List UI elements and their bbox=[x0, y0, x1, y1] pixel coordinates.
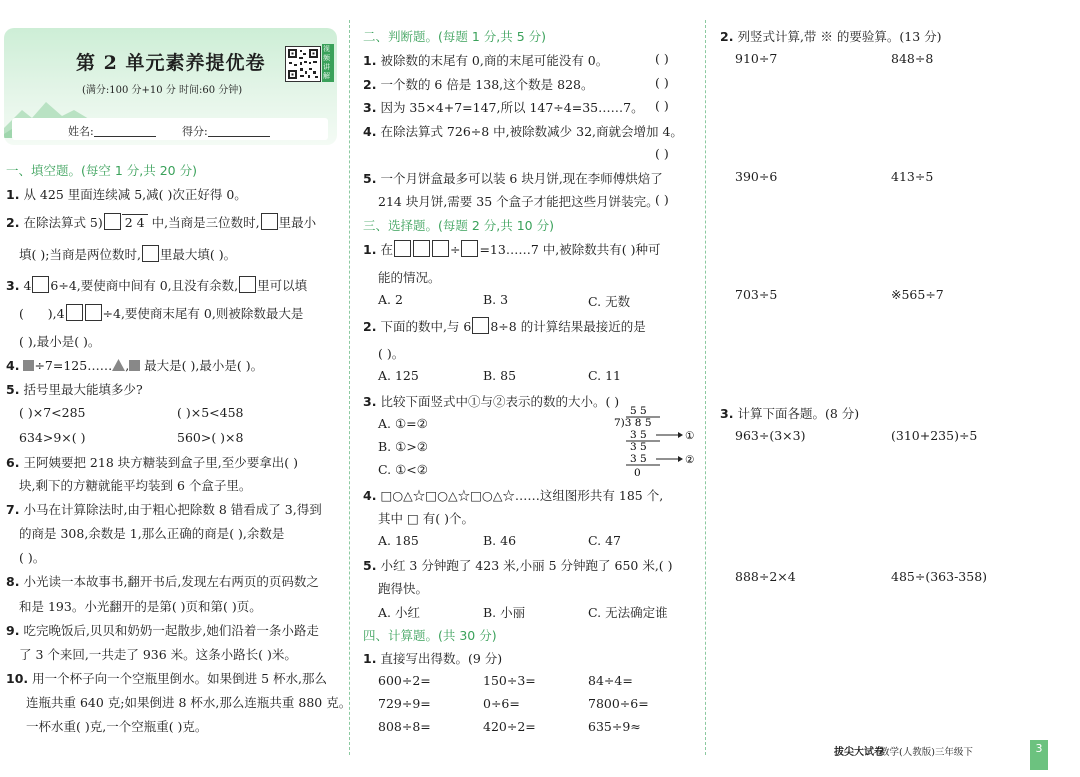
blank-box[interactable] bbox=[239, 276, 256, 293]
question-5 bbox=[6, 380, 143, 398]
question-text: 括号里最大能填多少? bbox=[23, 382, 143, 397]
calc-item: 848÷8 bbox=[891, 51, 934, 66]
blank-box[interactable] bbox=[142, 245, 159, 262]
blank-box[interactable] bbox=[413, 240, 430, 257]
question-7 bbox=[6, 500, 322, 518]
footer-subject: 数学(人教版)三年级下 bbox=[880, 747, 973, 758]
question-number: 2. bbox=[363, 319, 377, 334]
page-number: 3 bbox=[1030, 740, 1048, 770]
question-text: 因为 35×4+7=147,所以 147÷4=35……7。 bbox=[380, 100, 644, 115]
judge-question-2 bbox=[363, 75, 593, 93]
calc-item: 150÷3= bbox=[483, 673, 536, 688]
calc-item: 910÷7 bbox=[735, 51, 778, 66]
calc-item: 600÷2= bbox=[378, 673, 431, 688]
footer-brand: 拔尖大试卷 bbox=[834, 747, 884, 758]
section-title: 四、计算题。(共 30 分) bbox=[363, 628, 497, 643]
question-number: 4. bbox=[6, 358, 20, 373]
question-number: 5. bbox=[363, 171, 377, 186]
option-b[interactable]: B. 3 bbox=[483, 292, 509, 307]
option-a[interactable]: A. 小红 bbox=[378, 605, 420, 620]
inequality: 634>9×( ) bbox=[19, 430, 86, 445]
qr-label: 视频讲解 bbox=[322, 44, 334, 82]
calc-question-2 bbox=[720, 27, 942, 45]
question-number: 9. bbox=[6, 623, 20, 638]
inequality: ( )×5<458 bbox=[177, 405, 244, 420]
question-text: 的商是 308,余数是 1,那么正确的商是( ),余数是 bbox=[19, 526, 285, 541]
blank-box[interactable] bbox=[472, 317, 489, 334]
question-text: 填( );当商是两位数时, bbox=[19, 247, 141, 262]
choice-question-2 bbox=[363, 317, 646, 335]
question-text: ( )。 bbox=[378, 346, 405, 361]
question-number: 4. bbox=[363, 488, 377, 503]
question-text: 中,当商是三位数时, bbox=[151, 215, 260, 230]
division-remainder: 0 bbox=[634, 467, 641, 479]
calc-item: 485÷(363-358) bbox=[891, 569, 988, 584]
blank-box[interactable] bbox=[32, 276, 49, 293]
calc-item: ※565÷7 bbox=[891, 287, 944, 302]
question-text: 一杯水重( )克,一个空瓶重( )克。 bbox=[26, 719, 208, 734]
question-number: 2. bbox=[363, 77, 377, 92]
choice-question-3 bbox=[363, 392, 619, 410]
division-step: 3 5 bbox=[630, 441, 647, 453]
question-text: 在除法算式 726÷8 中,被除数减少 32,商就会增加 4。 bbox=[380, 124, 683, 139]
question-number: 3. bbox=[363, 100, 377, 115]
question-text: 一个月饼盒最多可以装 6 块月饼,现在李师傅烘焙了 bbox=[380, 171, 663, 186]
question-text: ÷4,要使商末尾有 0,则被除数最大是 bbox=[102, 306, 304, 321]
question-number: 1. bbox=[6, 187, 20, 202]
question-text: 能的情况。 bbox=[378, 270, 441, 285]
option-c[interactable]: C. ①<② bbox=[378, 462, 428, 477]
gray-square-icon bbox=[23, 360, 34, 371]
question-text: 列竖式计算,带 ※ 的要验算。(13 分) bbox=[737, 29, 942, 44]
calc-item: 420÷2= bbox=[483, 719, 536, 734]
question-text: 直接写出得数。(9 分) bbox=[380, 651, 503, 666]
question-9 bbox=[6, 621, 319, 639]
qr-code-icon[interactable] bbox=[285, 46, 321, 82]
question-text: 吃完晚饭后,贝贝和奶奶一起散步,她们沿着一条小路走 bbox=[23, 623, 319, 638]
question-3 bbox=[6, 276, 307, 294]
question-8 bbox=[6, 572, 319, 590]
option-b[interactable]: B. 46 bbox=[483, 533, 517, 548]
blank-box[interactable] bbox=[104, 213, 121, 230]
question-number: 2. bbox=[6, 215, 20, 230]
answer-parens[interactable]: ( ) bbox=[655, 98, 669, 113]
calc-item: (310+235)÷5 bbox=[891, 428, 978, 443]
choice-question-1 bbox=[363, 240, 660, 258]
score-label: 得分: bbox=[182, 125, 208, 138]
question-number: 5. bbox=[6, 382, 20, 397]
inequality: ( )×7<285 bbox=[19, 405, 86, 420]
question-text: 计算下面各题。(8 分) bbox=[737, 406, 860, 421]
answer-parens[interactable]: ( ) bbox=[655, 51, 669, 66]
section-title: 三、选择题。(每题 2 分,共 10 分) bbox=[363, 218, 554, 233]
question-number: 6. bbox=[6, 455, 20, 470]
judge-question-1 bbox=[363, 51, 608, 69]
blank-box[interactable] bbox=[85, 304, 102, 321]
calc-item: 84÷4= bbox=[588, 673, 633, 688]
name-field[interactable] bbox=[94, 125, 156, 137]
gray-triangle-icon bbox=[112, 359, 125, 371]
division-step: 3 5 bbox=[630, 429, 647, 441]
question-text: 在除法算式 5) bbox=[23, 215, 103, 230]
question-text: 214 块月饼,需要 35 个盒子才能把这些月饼装完。 bbox=[378, 194, 659, 209]
choice-question-4 bbox=[363, 486, 663, 504]
choice-question-5 bbox=[363, 556, 673, 574]
question-text: 4 bbox=[56, 306, 65, 321]
question-text: 在 bbox=[380, 242, 393, 257]
answer-parens[interactable]: ( ) bbox=[655, 146, 669, 161]
question-text: 里最小 bbox=[278, 215, 317, 230]
option-a[interactable]: A. 185 bbox=[378, 533, 419, 548]
question-number: 3. bbox=[363, 394, 377, 409]
question-text: 其中 □ 有( )个。 bbox=[378, 511, 474, 526]
question-text: ( )。 bbox=[19, 550, 46, 565]
question-text: , bbox=[125, 358, 130, 373]
question-text: 用一个杯子向一个空瓶里倒水。如果倒进 5 杯水,那么 bbox=[32, 671, 328, 686]
option-a[interactable]: A. ①=② bbox=[378, 416, 428, 431]
calc-item: 7800÷6= bbox=[588, 696, 649, 711]
answer-parens[interactable]: ( ) bbox=[655, 192, 669, 207]
question-text: 从 425 里面连续减 5,减( )次正好得 0。 bbox=[23, 187, 247, 202]
question-text: 里最大填( )。 bbox=[159, 247, 237, 262]
question-text: 最大是( ),最小是( )。 bbox=[144, 358, 264, 373]
option-a[interactable]: A. 125 bbox=[378, 368, 419, 383]
question-number: 5. bbox=[363, 558, 377, 573]
calc-item: 703÷5 bbox=[735, 287, 778, 302]
judge-question-3 bbox=[363, 98, 644, 116]
option-c[interactable]: C. 11 bbox=[588, 368, 621, 383]
gray-square-icon bbox=[129, 360, 140, 371]
circle-one-marker: ① bbox=[685, 430, 695, 442]
question-2 bbox=[6, 213, 316, 231]
question-6 bbox=[6, 453, 298, 471]
question-text: 了 3 个来回,一共走了 936 米。这条小路长( )米。 bbox=[19, 647, 297, 662]
question-text: 里可以填 bbox=[257, 278, 308, 293]
calc-item: 390÷6 bbox=[735, 169, 778, 184]
long-division-diagram bbox=[612, 404, 702, 482]
blank-box[interactable] bbox=[394, 240, 411, 257]
question-text: 小光读一本故事书,翻开书后,发现左右两页的页码数之 bbox=[23, 574, 319, 589]
exam-title: 第 2 单元素养提优卷 bbox=[76, 52, 266, 74]
calc-question-1 bbox=[363, 649, 502, 667]
question-number: 7. bbox=[6, 502, 20, 517]
question-text: 连瓶共重 640 克;如果倒进 8 杯水,那么连瓶共重 880 克。 bbox=[26, 695, 352, 710]
question-text: 一个数的 6 倍是 138,这个数是 828。 bbox=[380, 77, 594, 92]
option-b[interactable]: B. ①>② bbox=[378, 439, 429, 454]
question-text: 8÷8 的计算结果最接近的是 bbox=[490, 319, 646, 334]
division-step: 3 5 bbox=[630, 453, 647, 465]
question-1 bbox=[6, 185, 247, 203]
question-number: 1. bbox=[363, 242, 377, 257]
question-text: 被除数的末尾有 0,商的末尾可能没有 0。 bbox=[380, 53, 609, 68]
question-text: ÷7=125…… bbox=[34, 358, 113, 373]
calc-item: 729÷9= bbox=[378, 696, 431, 711]
question-number: 3. bbox=[720, 406, 734, 421]
blank-box[interactable] bbox=[66, 304, 83, 321]
answer-parens[interactable]: ( ) bbox=[655, 75, 669, 90]
column-divider bbox=[705, 20, 706, 755]
question-number: 4. bbox=[363, 124, 377, 139]
division-quotient: 5 5 bbox=[630, 405, 647, 417]
question-number: 2. bbox=[720, 29, 734, 44]
calc-item: 963÷(3×3) bbox=[735, 428, 806, 443]
name-score-bar bbox=[12, 118, 328, 140]
question-text: 块,剩下的方糖就能平均装到 6 个盒子里。 bbox=[19, 478, 252, 493]
question-number: 8. bbox=[6, 574, 20, 589]
question-text: 跑得快。 bbox=[378, 581, 429, 596]
judge-question-5 bbox=[363, 169, 663, 187]
option-b[interactable]: B. 小丽 bbox=[483, 605, 526, 620]
option-c[interactable]: C. 无法确定谁 bbox=[588, 605, 668, 620]
column-divider bbox=[349, 20, 350, 755]
question-text: 比较下面竖式中①与②表示的数的大小。( ) bbox=[380, 394, 620, 409]
question-text: 小红 3 分钟跑了 423 米,小丽 5 分钟跑了 650 米,( ) bbox=[380, 558, 673, 573]
exam-subtitle: (满分:100 分+10 分 时间:60 分钟) bbox=[82, 85, 243, 96]
name-label: 姓名: bbox=[68, 125, 94, 138]
option-b[interactable]: B. 85 bbox=[483, 368, 517, 383]
question-number: 10. bbox=[6, 671, 29, 686]
calc-question-3 bbox=[720, 404, 859, 422]
calc-item: 635÷9≈ bbox=[588, 719, 641, 734]
exam-header bbox=[4, 28, 337, 145]
dividend-digits: 2 4 bbox=[122, 214, 148, 230]
question-number: 3. bbox=[6, 278, 20, 293]
calc-item: 808÷8= bbox=[378, 719, 431, 734]
question-text: 下面的数中,与 6 bbox=[380, 319, 472, 334]
option-c[interactable]: C. 47 bbox=[588, 533, 621, 548]
question-number: 1. bbox=[363, 651, 377, 666]
question-2-line2 bbox=[19, 245, 236, 263]
circle-two-marker: ② bbox=[685, 454, 695, 466]
question-text: =13……7 中,被除数共有( )种可 bbox=[479, 242, 661, 257]
calc-item: 413÷5 bbox=[891, 169, 934, 184]
question-4 bbox=[6, 356, 263, 374]
inequality: 560>( )×8 bbox=[177, 430, 244, 445]
calc-item: 0÷6= bbox=[483, 696, 520, 711]
question-text: 小马在计算除法时,由于粗心把除数 8 错看成了 3,得到 bbox=[23, 502, 322, 517]
blank-box[interactable] bbox=[432, 240, 449, 257]
question-text: ÷ bbox=[449, 242, 461, 257]
question-10 bbox=[6, 669, 327, 687]
option-a[interactable]: A. 2 bbox=[378, 292, 403, 307]
question-number: 1. bbox=[363, 53, 377, 68]
judge-question-4 bbox=[363, 122, 683, 140]
blank-box[interactable] bbox=[261, 213, 278, 230]
section-title: 一、填空题。(每空 1 分,共 20 分) bbox=[6, 163, 197, 178]
question-3-line2: ( ),4 ÷4,要使商末尾有 0,则被除数最大是 bbox=[19, 306, 304, 321]
division-dividend: 7)3 8 5 bbox=[614, 417, 652, 429]
option-c[interactable]: C. 无数 bbox=[588, 294, 631, 309]
question-text: □○△☆□○△☆□○△☆……这组图形共有 185 个, bbox=[380, 488, 664, 503]
question-3-line3: ( ),最小是( )。 bbox=[19, 334, 101, 349]
question-text: 王阿姨要把 218 块方糖装到盒子里,至少要拿出( ) bbox=[23, 455, 298, 470]
question-text: 和是 193。小光翻开的是第( )页和第( )页。 bbox=[19, 599, 262, 614]
score-field[interactable] bbox=[208, 125, 270, 137]
question-text: 6÷4,要使商中间有 0,且没有余数, bbox=[50, 278, 239, 293]
blank-box[interactable] bbox=[461, 240, 478, 257]
question-text: 4 bbox=[23, 278, 32, 293]
calc-item: 888÷2×4 bbox=[735, 569, 796, 584]
section-title: 二、判断题。(每题 1 分,共 5 分) bbox=[363, 29, 547, 44]
